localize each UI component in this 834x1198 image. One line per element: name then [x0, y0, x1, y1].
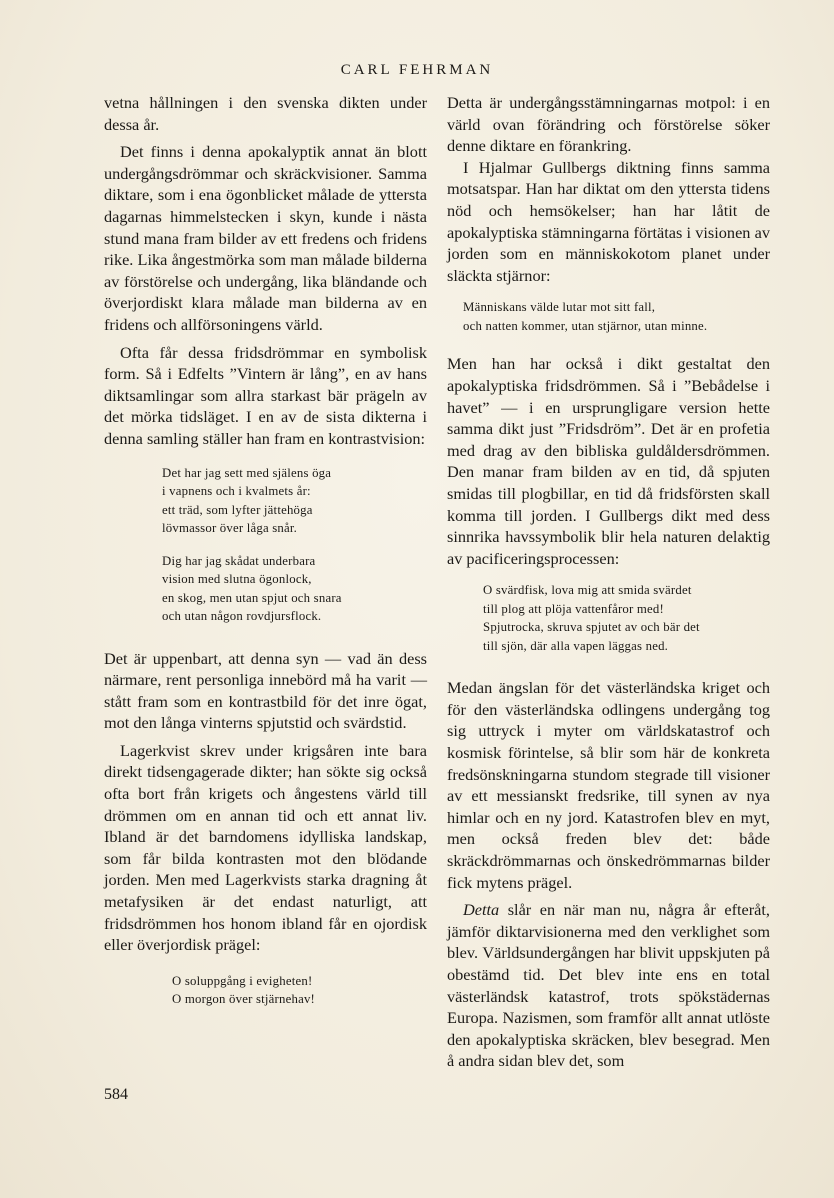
poem-line: O morgon över stjärnehav! — [172, 992, 316, 1007]
paragraph: Det finns i denna apokalyptik annat än blott undergångsdrömmar och skräckvisioner. Samma diktare, som i ena ögonblicket målade de yttersta dagarnas himmelstecken i skyn, kunde i nästa stund mana fram bilder av ett fredens och fridens rike. Lika ångestmörka som man målade bilderna av förstörelse och undergång, lika bländande och överjordiskt klara målade man bilderna av en fridens och allförsoningens värld. — [104, 142, 427, 334]
poem-stanza — [483, 581, 770, 655]
poem-line: en skog, men utan spjut och snara — [162, 590, 342, 605]
poem-line: och utan någon rovdjursflock. — [162, 609, 322, 623]
paragraph: Medan ängslan för det västerländska kriget och för den västerländska odlingens undergång tog sig uttryck i myter om världskatastrof och kosmisk förintelse, så blir som här de konkreta fredsönskningarna stundom stegrade till visioner av ett messianskt fredsrike, till synen av nya himlar och en ny jord. Katastrofen blev en myt, men också freden blev det: både skräckdrömmarnas och önskedrömmarnas bilder fick mytens prägel. — [447, 678, 770, 892]
poem-stanza — [162, 464, 427, 538]
paragraph: Lagerkvist skrev under krigsåren inte bara direkt tidsengagerade dikter; han sökte sig också ofta bort från krigets och ångestens värld till drömmen om en annan tid och ett annat liv. Ibland är det barndomens idylliska landskap, som får bilda kontrasten mot den blödande jorden. Men med Lagerkvists starka dragning åt metafysiken är det endast naturligt, att fridsdrömmen hos honom ibland får en ojordisk eller överjordisk prägel: — [104, 740, 427, 955]
poem-line: och natten kommer, utan stjärnor, utan minne. — [463, 318, 708, 333]
paragraph: vetna hållningen i den svenska dikten under dessa år. — [104, 93, 427, 134]
poem-line: i vapnens och i kvalmets år: — [162, 484, 311, 498]
poem-line: Spjutrocka, skruva spjutet av och bär det — [483, 620, 700, 635]
poem-line: ett träd, som lyfter jättehöga — [162, 502, 313, 517]
running-header: CARL FEHRMAN — [340, 62, 494, 78]
poem-line: vision med slutna ögonlock, — [162, 572, 312, 586]
poem-line: till plog att plöja vattenfåror med! — [483, 601, 664, 616]
poem-line: Det har jag sett med själens öga — [162, 465, 332, 480]
right-column — [447, 92, 770, 1072]
emphasis-text: Detta — [463, 900, 500, 920]
paragraph: Detta är undergångsstämningarnas motpol: i en värld ovan förändring och förstörelse söker denne diktare en förankring. — [447, 93, 770, 156]
poem-line: O soluppgång i evigheten! — [172, 973, 313, 988]
poem-stanza — [162, 552, 427, 626]
poem-line: till sjön, där alla vapen läggas ned. — [483, 638, 669, 653]
paragraph — [447, 899, 770, 1072]
poem-line: Dig har jag skådat underbara — [162, 553, 316, 568]
page-number: 584 — [104, 1086, 128, 1103]
poem-line: O svärdfisk, lova mig att smida svärdet — [483, 583, 692, 598]
poem-stanza — [172, 972, 427, 1009]
paragraph: Det är uppenbart, att denna syn — vad än dess närmare, rent personliga innebörd må ha varit — stått fram som en kontrastbild för det inre ögat, mot den långa vinterns spjutstid och svärdstid. — [104, 648, 427, 733]
paragraph: Ofta får dessa fridsdrömmar en symbolisk form. Så i Edfelts ”Vintern är lång”, en av hans diktsamlingar som allra starkast bär prägeln av det mörka tidsläget. I en av de sista dikterna i denna samling ställer han fram en kontrastvision: — [104, 342, 427, 448]
paragraph-text: slår en när man nu, några år efteråt, jämför diktarvisionerna med den verklighet som blev. Världsundergången har blivit uppskjuten på obestämd tid. Det blev inte ens en total västerländsk katastrof, trots spökstädernas Europa. Nazismen, som framför allt annat utlöste den apokalyptiska skräcken, blev besegrad. Men å andra sidan blev det, som — [447, 900, 770, 1071]
poem-stanza — [463, 298, 770, 335]
poem-line: lövmassor över låga snår. — [162, 521, 298, 535]
poem-line: Människans välde lutar mot sitt fall, — [463, 300, 656, 315]
paragraph: Men han har också i dikt gestaltat den apokalyptiska fridsdrömmen. Så i ”Bebådelse i havet” — i en ursprungligare version hette samma dikt just ”Fridsdröm”. Det är en profetia med drag av den bibliska guldåldersdrömmen. Den manar fram bilden av en tid, då spjuten smidas till plogbillar, en tid då fridsförsten skall komma till jorden. I Gullbergs dikt med dess sinnrika havssymbolik blir hela naturen delaktig av pacificeringsprocessen: — [447, 354, 770, 568]
paragraph: I Hjalmar Gullbergs diktning finns samma motsatspar. Han har diktat om den yttersta tidens nöd och hemsökelser; han har låtit de apokalyptiska stämningarna förtätas i visionen av jorden som en människokotom planet under släckta stjärnor: — [447, 157, 770, 285]
left-column — [104, 92, 427, 1009]
